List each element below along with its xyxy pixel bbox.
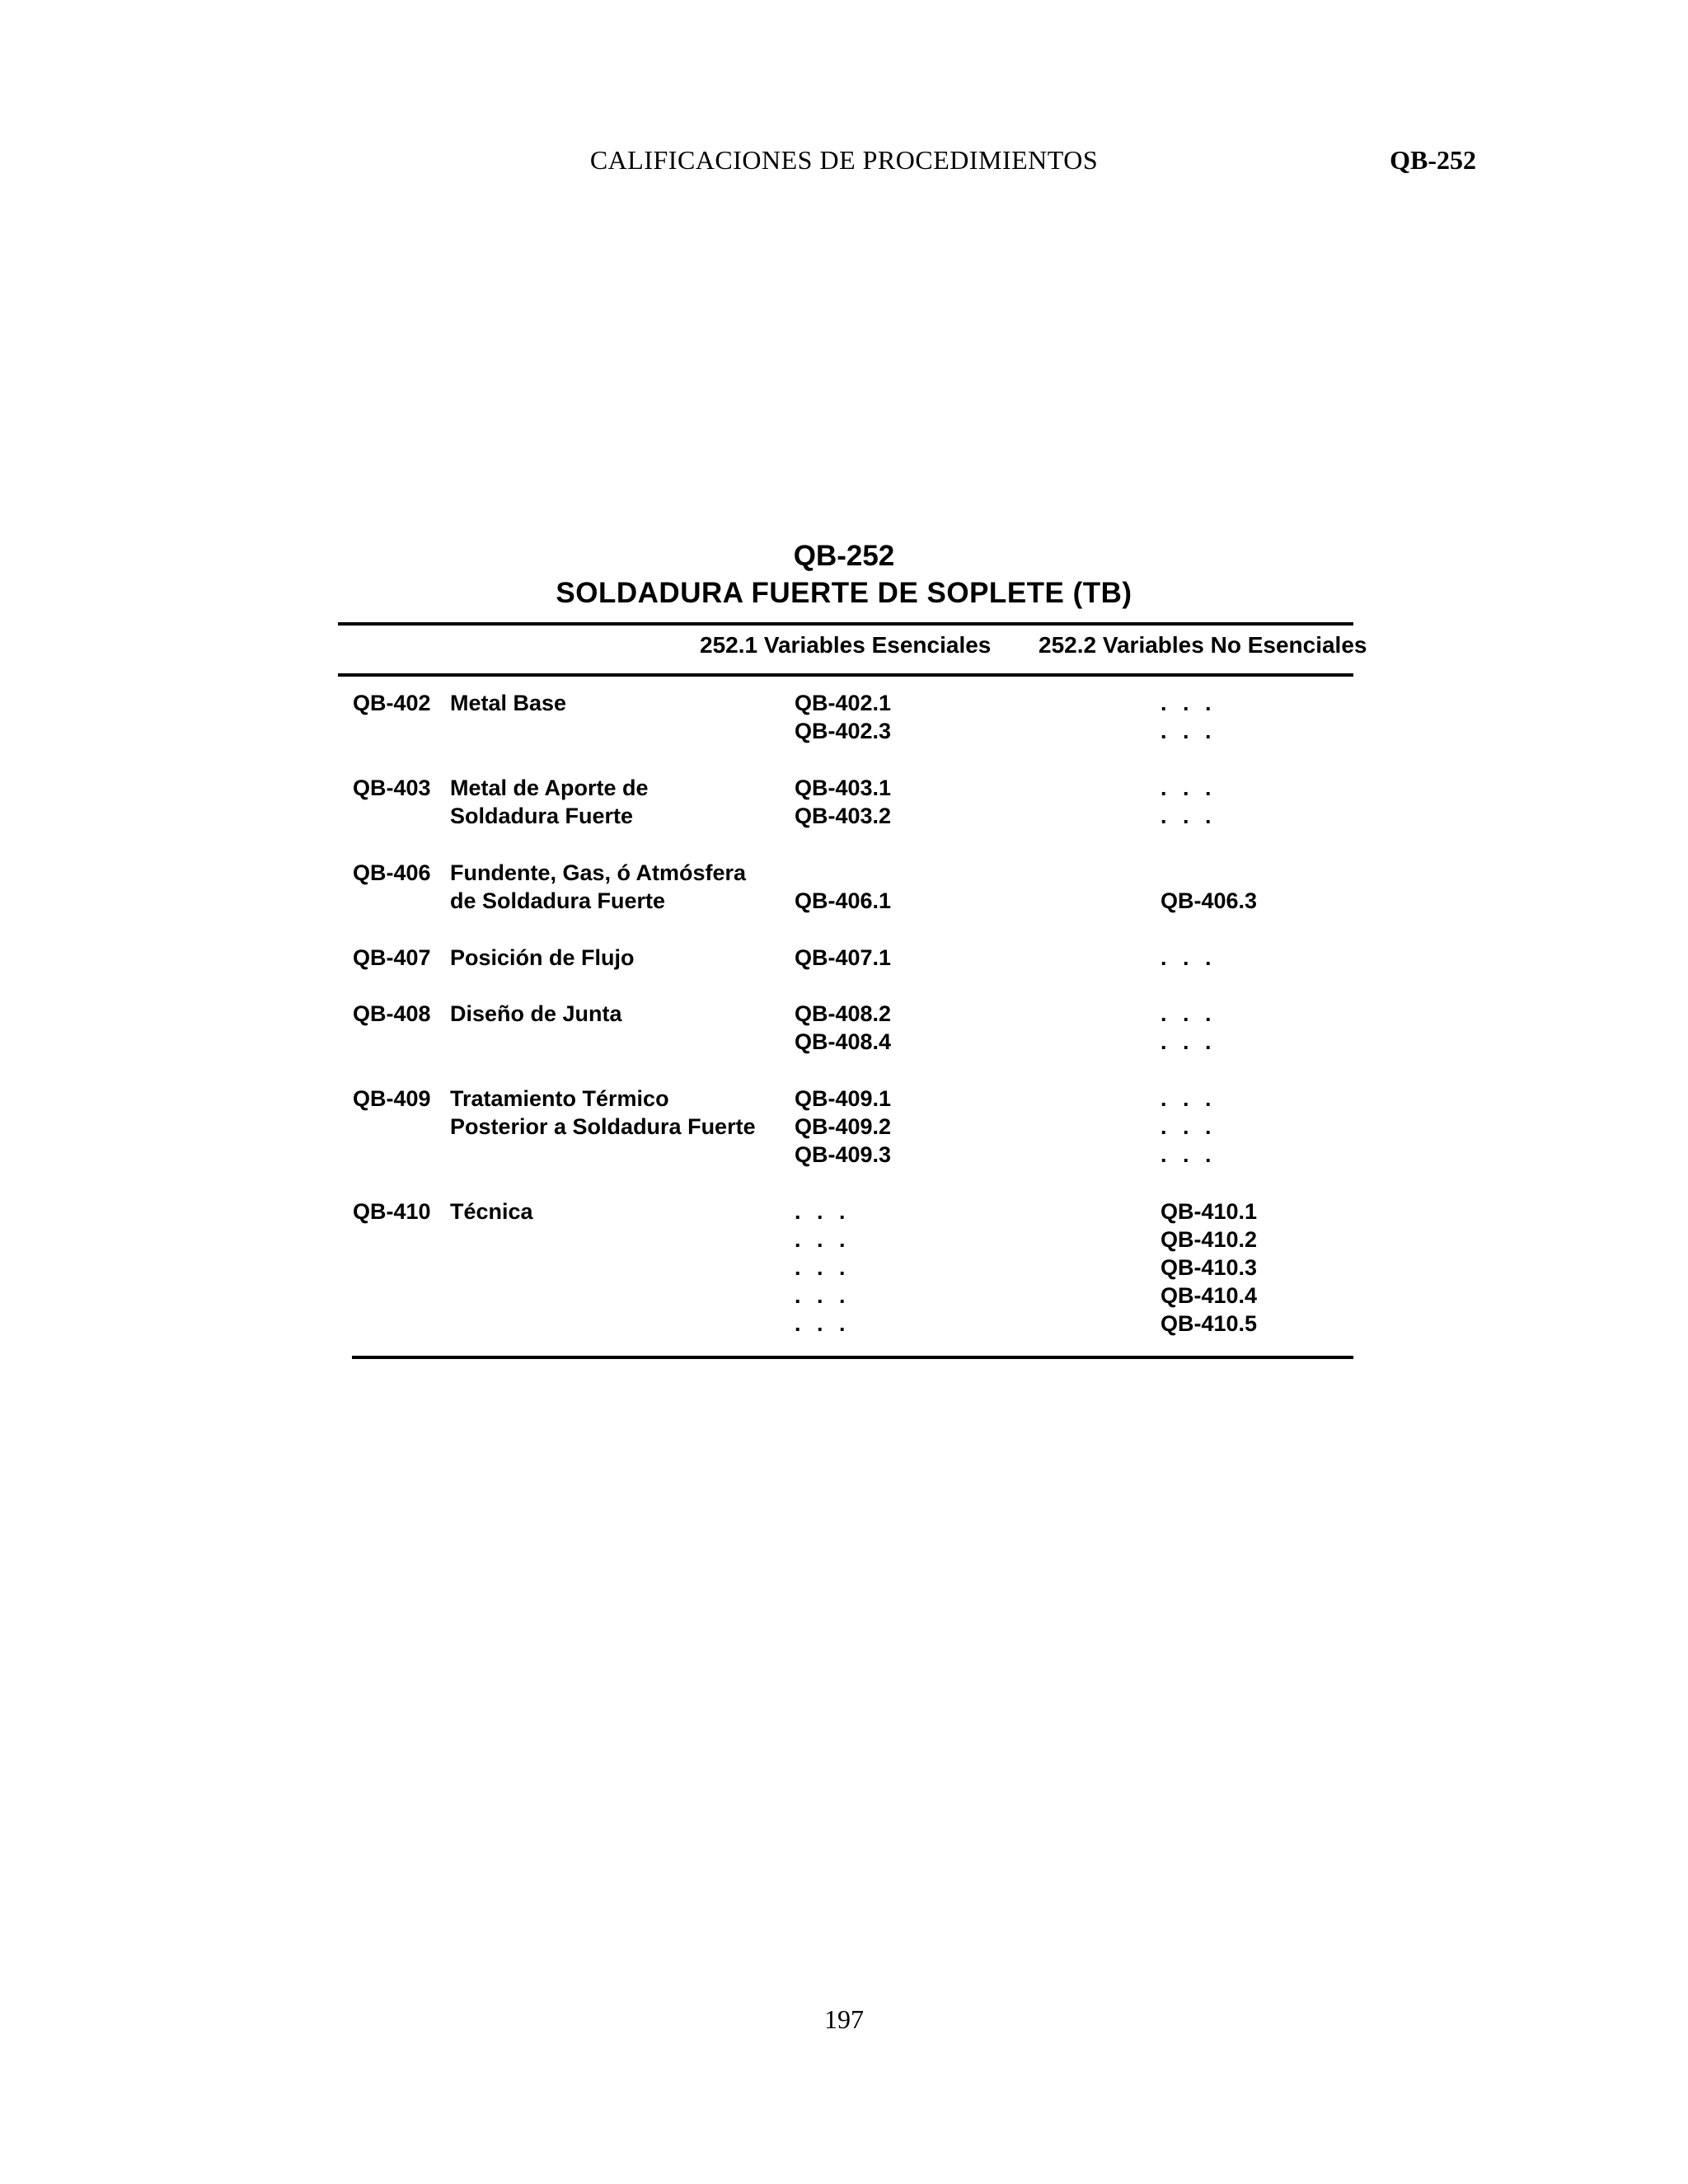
table-bottom-rule (352, 1356, 1353, 1359)
row-description: Técnica (450, 1199, 533, 1224)
essential-variable: QB-403.1 (795, 776, 892, 800)
row-description: Soldadura Fuerte (450, 804, 634, 828)
nonessential-variable: . . . (1160, 691, 1217, 715)
essential-variable: QB-409.3 (795, 1142, 892, 1167)
nonessential-variable: . . . (1160, 945, 1217, 970)
table-title: SOLDADURA FUERTE DE SOPLETE (TB) (556, 577, 1132, 609)
row-description: Fundente, Gas, ó Atmósfera (450, 860, 747, 885)
running-header (0, 145, 1688, 181)
table-header-rule (338, 673, 1353, 677)
row-code: QB-410 (353, 1199, 431, 1224)
essential-variable: QB-408.4 (795, 1029, 892, 1054)
essential-variable: . . . (795, 1199, 851, 1224)
essential-variable: QB-407.1 (795, 945, 892, 970)
nonessential-variable: QB-406.3 (1160, 888, 1258, 913)
essential-variable: QB-402.3 (795, 719, 892, 743)
column-header-essential: 252.1 Variables Esenciales (700, 632, 992, 658)
nonessential-variable: . . . (1160, 1001, 1217, 1026)
running-header-title: CALIFICACIONES DE PROCEDIMIENTOS (589, 145, 1099, 175)
row-code: QB-409 (353, 1086, 431, 1111)
row-description: Posterior a Soldadura Fuerte (450, 1114, 756, 1139)
nonessential-variable: QB-410.4 (1160, 1283, 1258, 1308)
essential-variable: QB-408.2 (795, 1001, 892, 1026)
nonessential-variable: . . . (1160, 719, 1217, 743)
essential-variable: . . . (795, 1311, 851, 1336)
essential-variable: . . . (795, 1283, 851, 1308)
nonessential-variable: . . . (1160, 776, 1217, 800)
essential-variable: QB-409.1 (795, 1086, 892, 1111)
essential-variable: QB-406.1 (795, 888, 892, 913)
nonessential-variable: . . . (1160, 1142, 1217, 1167)
row-description: Diseño de Junta (450, 1001, 622, 1026)
nonessential-variable: QB-410.3 (1160, 1255, 1258, 1280)
row-code: QB-402 (353, 691, 431, 715)
essential-variable: QB-403.2 (795, 804, 892, 828)
row-description: Tratamiento Térmico (450, 1086, 669, 1111)
nonessential-variable: . . . (1160, 1114, 1217, 1139)
row-description: de Soldadura Fuerte (450, 888, 666, 913)
row-code: QB-403 (353, 776, 431, 800)
essential-variable: QB-402.1 (795, 691, 892, 715)
row-code: QB-408 (353, 1001, 431, 1026)
row-description: Posición de Flujo (450, 945, 635, 970)
row-code: QB-407 (353, 945, 431, 970)
nonessential-variable: QB-410.2 (1160, 1227, 1258, 1252)
essential-variable: . . . (795, 1227, 851, 1252)
column-header-nonessential: 252.2 Variables No Esenciales (1039, 632, 1367, 658)
row-code: QB-406 (353, 860, 431, 885)
running-header-section: QB-252 (1390, 145, 1476, 175)
row-description: Metal Base (450, 691, 567, 715)
row-description: Metal de Aporte de (450, 776, 649, 800)
nonessential-variable: . . . (1160, 1086, 1217, 1111)
page-number: 197 (824, 2004, 864, 2034)
nonessential-variable: QB-410.1 (1160, 1199, 1258, 1224)
table-top-rule (338, 622, 1353, 626)
table-code: QB-252 (793, 540, 895, 572)
essential-variable: . . . (795, 1255, 851, 1280)
nonessential-variable: . . . (1160, 804, 1217, 828)
nonessential-variable: . . . (1160, 1029, 1217, 1054)
essential-variable: QB-409.2 (795, 1114, 892, 1139)
nonessential-variable: QB-410.5 (1160, 1311, 1258, 1336)
